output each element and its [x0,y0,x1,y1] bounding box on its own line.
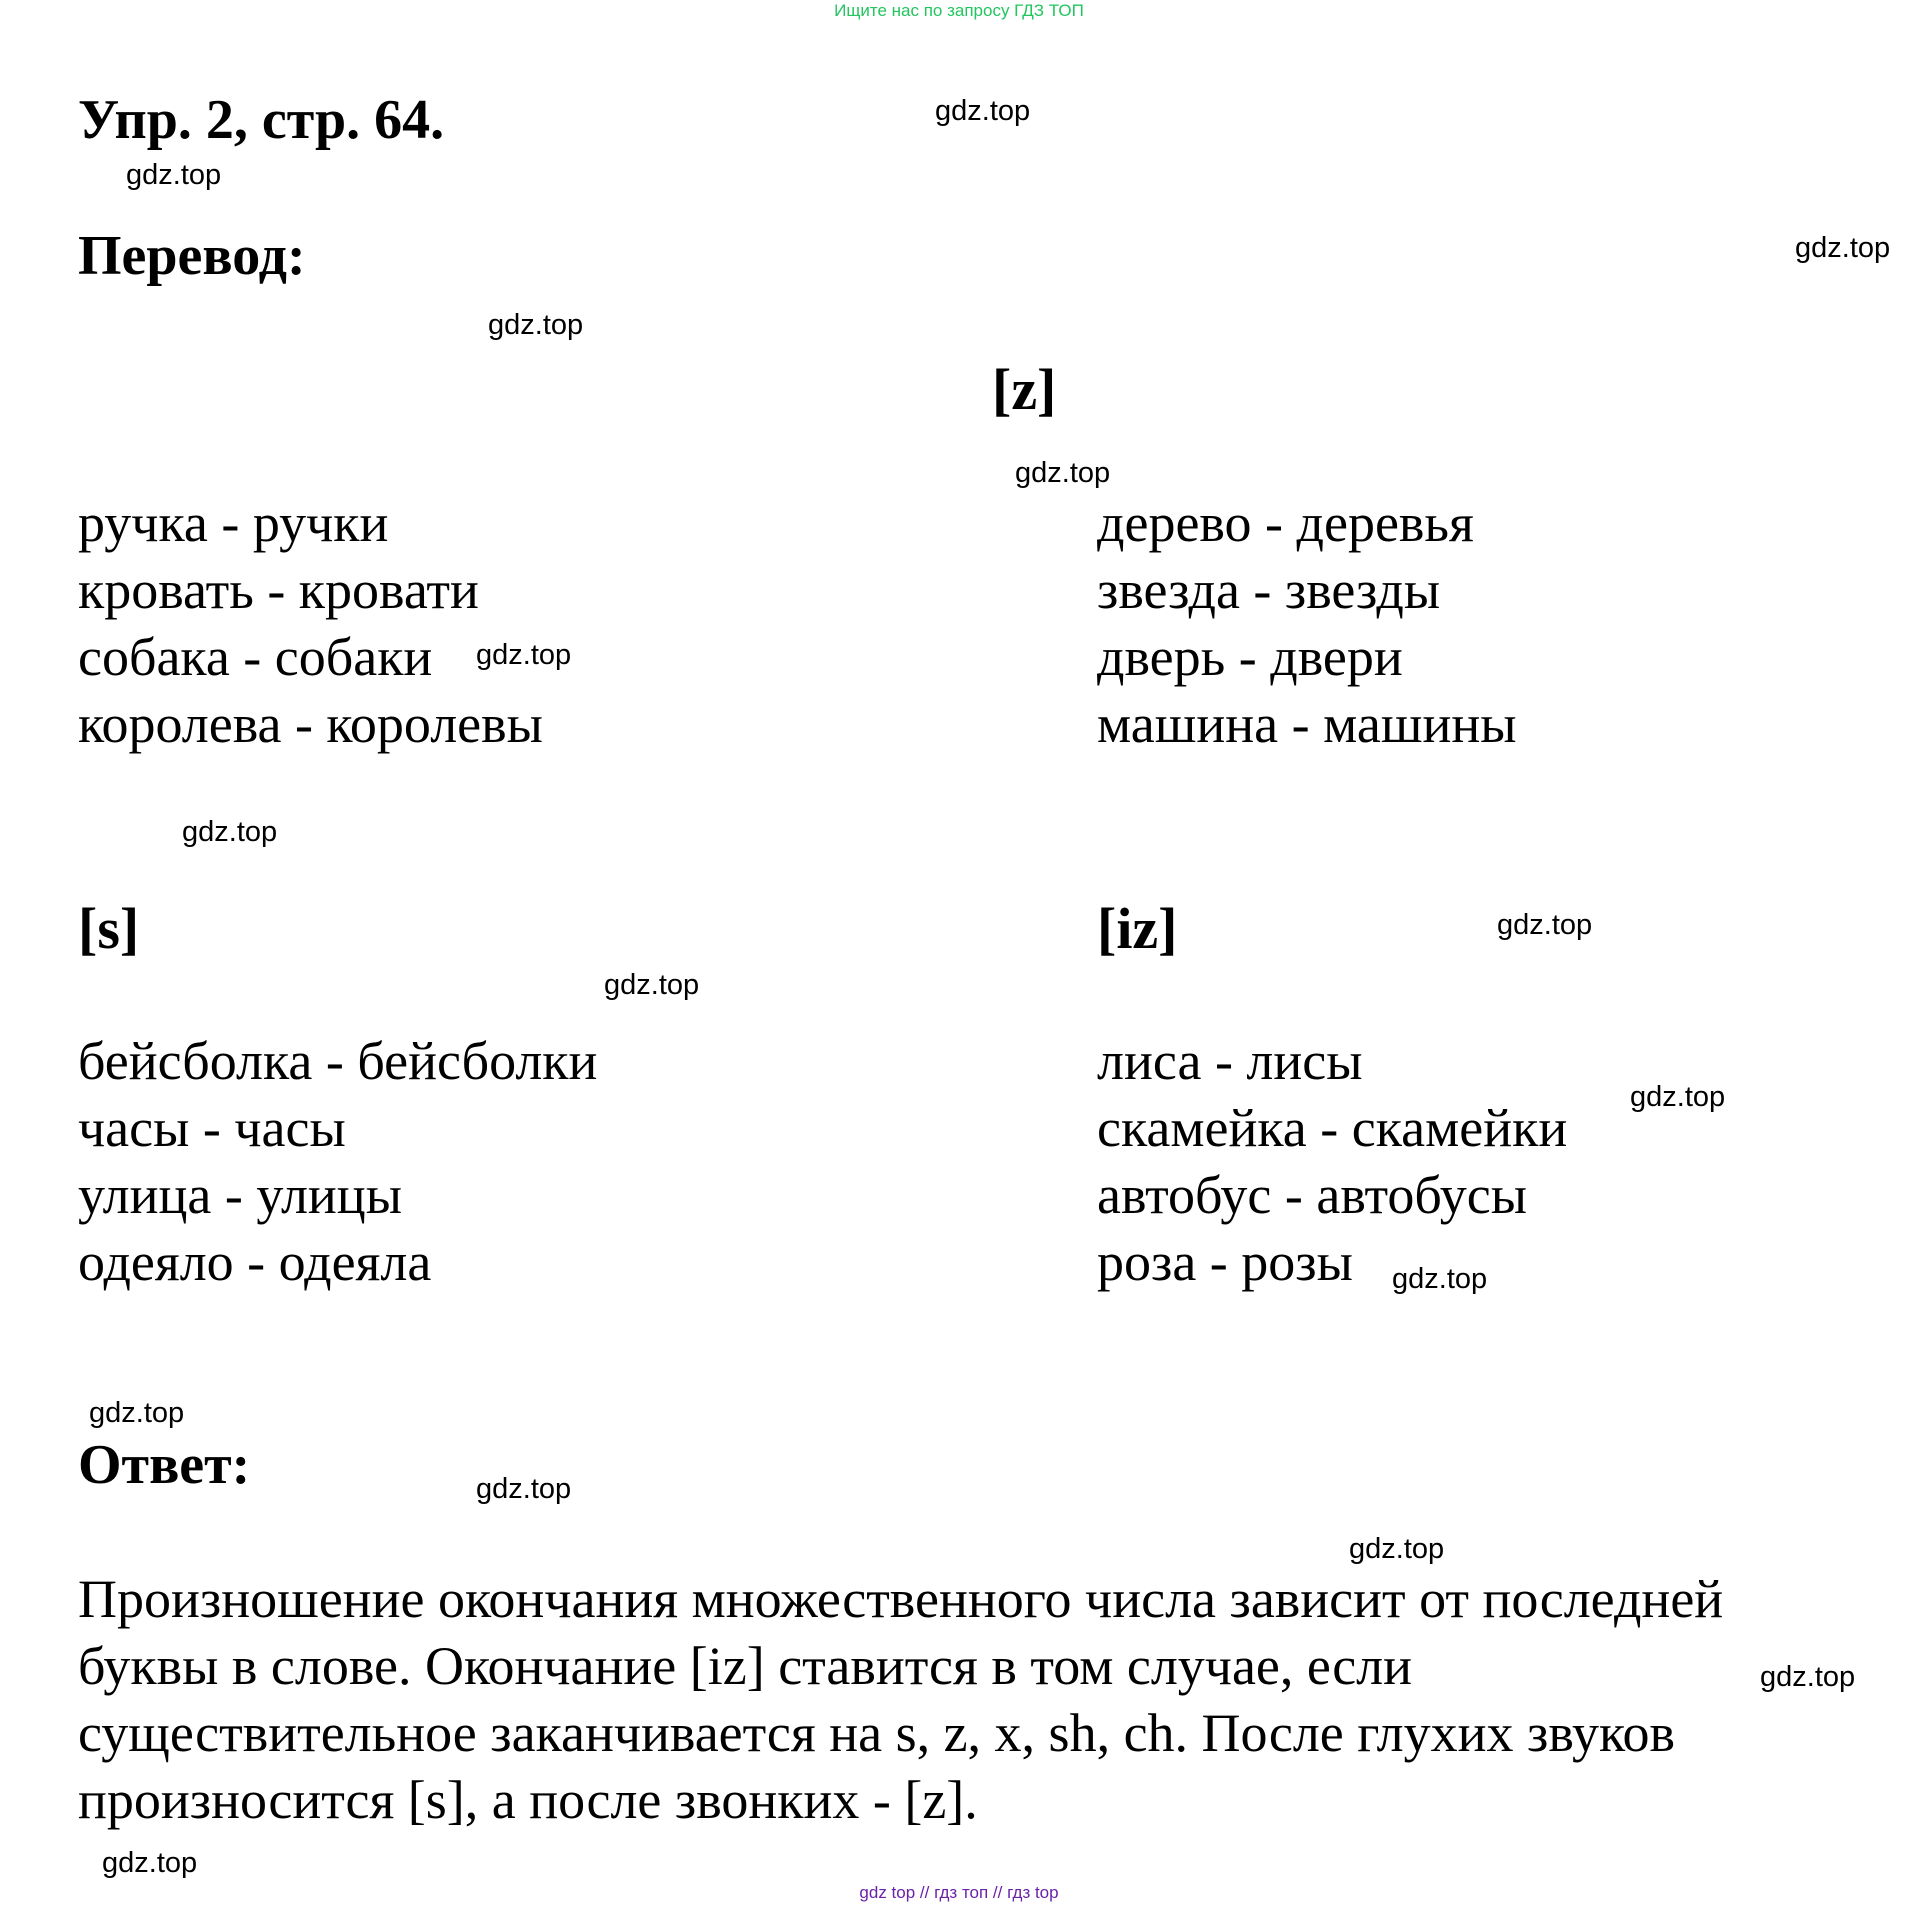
word-list-iz [1097,1028,1567,1296]
watermark: gdz.top [126,159,222,191]
watermark: gdz.top [1497,909,1593,941]
word-pair: одеяло - одеяла [78,1232,432,1292]
answer-line: буквы в слове. Окончание [iz] ставится в том случае, если [78,1636,1413,1696]
word-pair: бейсболка - бейсболки [78,1031,598,1091]
word-pair: роза - розы [1097,1232,1353,1292]
answer-line: существительное заканчивается на s, z, x, sh, ch. После глухих звуков [78,1703,1675,1763]
footer-links: gdz top // гдз топ // гдз top [859,1883,1059,1902]
watermark: gdz.top [1392,1263,1488,1295]
watermark: gdz.top [102,1847,198,1879]
word-pair: часы - часы [78,1098,346,1158]
word-pair: лиса - лисы [1097,1031,1363,1091]
watermark: gdz.top [89,1397,185,1429]
watermark: gdz.top [1630,1081,1726,1113]
sound-label-iz: [iz] [1097,896,1178,961]
watermark: gdz.top [488,309,584,341]
watermark: gdz.top [604,969,700,1001]
watermark: gdz.top [182,816,278,848]
word-pair: собака - собаки [78,627,433,687]
watermark: gdz.top [935,95,1031,127]
answer-line: Произношение окончания множественного числа зависит от последней [78,1569,1724,1629]
word-pair: автобус - автобусы [1097,1165,1528,1225]
translation-heading: Перевод: [78,225,306,287]
word-list-z-left [78,490,543,758]
sound-label-s: [s] [78,896,140,961]
word-pair: королева - королевы [78,694,543,754]
word-pair: звезда - звезды [1097,560,1441,620]
word-list-s [78,1028,597,1296]
watermark: gdz.top [1015,457,1111,489]
word-pair: дерево - деревья [1097,493,1474,553]
answer-heading: Ответ: [78,1434,251,1496]
word-pair: кровать - кровати [78,560,479,620]
word-pair: дверь - двери [1097,627,1403,687]
watermark: gdz.top [1349,1533,1445,1565]
word-pair: ручка - ручки [78,493,389,553]
word-pair: скамейка - скамейки [1097,1098,1568,1158]
word-pair: улица - улицы [78,1165,402,1225]
watermark: gdz.top [1760,1661,1856,1693]
word-pair: машина - машины [1097,694,1517,754]
answer-paragraph [78,1566,1918,1834]
watermark: gdz.top [476,1473,572,1505]
top-banner: Ищите нас по запросу ГДЗ ТОП [834,1,1084,20]
page-title: Упр. 2, стр. 64. [78,89,445,151]
word-list-z-right [1097,490,1517,758]
answer-line: произносится [s], а после звонких - [z]. [78,1770,978,1830]
watermark: gdz.top [1795,232,1891,264]
sound-label-z: [z] [992,357,1057,422]
watermark: gdz.top [476,639,572,671]
